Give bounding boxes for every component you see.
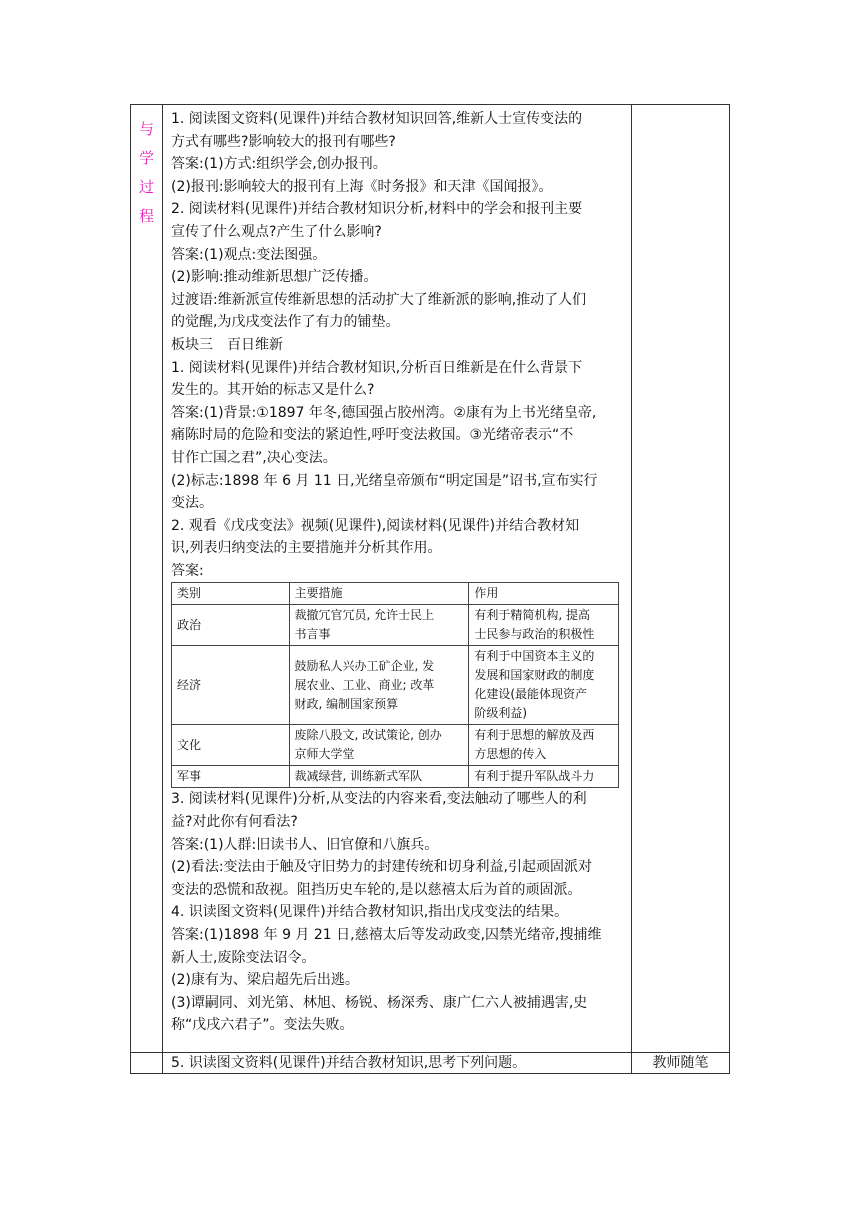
teacher-notes-label: 教师随笔 — [632, 1053, 730, 1074]
header-measure: 主要措施 — [289, 583, 469, 605]
text-line: 方式有哪些?影响较大的报刊有哪些? — [171, 133, 396, 150]
text-line: 答案:(1)方式:组织学会,创办报刊。 — [171, 156, 387, 173]
text-line: 过渡语:维新派宣传维新思想的活动扩大了维新派的影响,推动了人们 — [171, 291, 587, 308]
text-line: 4. 识读图文资料(见课件)并结合教材知识,指出戊戌变法的结果。 — [171, 904, 569, 921]
side-label-char: 程 — [138, 207, 154, 225]
header-effect: 作用 — [469, 583, 619, 605]
next-question: 5. 识读图文资料(见课件)并结合教材知识,思考下列问题。 — [163, 1053, 632, 1074]
cell-line: 有利于精简机构, 提高 — [474, 608, 590, 623]
text-line: 的觉醒,为戊戌变法作了有力的铺垫。 — [171, 314, 400, 331]
content-cell — [163, 105, 632, 1053]
measure-cell — [289, 766, 469, 788]
cell-line: 方思想的传入 — [474, 747, 547, 762]
text-line: 甘作亡国之君”,决心变法。 — [171, 449, 337, 466]
text-line: 答案:(1)人群:旧读书人、旧官僚和八旗兵。 — [171, 836, 439, 853]
process-row — [131, 105, 730, 1053]
text-line: 变法。 — [171, 495, 213, 512]
cell-line: 京师大学堂 — [294, 747, 355, 762]
measures-row-politics — [172, 605, 619, 646]
side-label — [131, 105, 162, 231]
measure-cell — [289, 605, 469, 646]
effect-cell — [469, 605, 619, 646]
measure-cell — [289, 646, 469, 725]
effect-cell — [469, 725, 619, 766]
lesson-plan-table — [130, 104, 730, 1074]
effect-cell — [469, 766, 619, 788]
text-line: 新人士,废除变法诏令。 — [171, 949, 316, 966]
cell-line: 有利于思想的解放及西 — [474, 728, 595, 743]
text-line: 宣传了什么观点?产生了什么影响? — [171, 223, 382, 240]
cell-line: 发展和国家财政的制度 — [474, 668, 595, 683]
cell-line: 裁减绿营, 训练新式军队 — [294, 769, 423, 784]
text-line: 识,列表归纳变法的主要措施并分析其作用。 — [171, 540, 442, 557]
measures-table — [171, 582, 619, 788]
side-empty-cell — [131, 1053, 163, 1074]
text-line: 答案: — [171, 562, 204, 579]
text-line: 痛陈时局的危险和变法的紧迫性,呼吁变法救国。③光绪帝表示“不 — [171, 427, 574, 444]
text-line: 发生的。其开始的标志又是什么? — [171, 382, 375, 399]
cell-line: 有利于中国资本主义的 — [474, 649, 595, 664]
side-label-cell — [131, 105, 163, 1053]
measures-row-military — [172, 766, 619, 788]
cell-line: 裁撤冗官冗员, 允许士民上 — [294, 608, 435, 623]
text-line: (2)影响:推动维新思想广泛传播。 — [171, 269, 378, 286]
measures-header-row — [172, 583, 619, 605]
cell-line: 展农业、工业、商业; 改革 — [294, 677, 435, 692]
text-line: 益?对此你有何看法? — [171, 814, 298, 831]
text-line: 1. 阅读图文资料(见课件)并结合教材知识回答,维新人士宣传变法的 — [171, 111, 583, 127]
cell-line: 书言事 — [294, 627, 331, 642]
cell-line: 阶级利益) — [474, 706, 527, 721]
text-line: 称“戊戌六君子”。变法失败。 — [171, 1017, 354, 1034]
cell-line: 有利于提升军队战斗力 — [474, 769, 595, 784]
category-cell: 经济 — [172, 646, 290, 725]
text-line: (2)看法:变法由于触及守旧势力的封建传统和切身利益,引起顽固派对 — [171, 859, 592, 876]
text-line: 1. 阅读材料(见课件)并结合教材知识,分析百日维新是在什么背景下 — [171, 359, 583, 376]
side-label-char: 与 — [138, 120, 154, 138]
side-label-char: 过 — [138, 178, 154, 196]
text-line: 3. 阅读材料(见课件)分析,从变法的内容来看,变法触动了哪些人的利 — [171, 791, 587, 808]
measures-row-economy — [172, 646, 619, 725]
cell-line: 鼓励私人兴办工矿企业, 发 — [294, 658, 435, 673]
cell-line: 化建设(最能体现资产 — [474, 687, 587, 702]
measure-cell — [289, 725, 469, 766]
text-line: (2)报刊:影响较大的报刊有上海《时务报》和天津《国闻报》。 — [171, 178, 553, 195]
cell-line: 废除八股文, 改试策论, 创办 — [294, 728, 442, 743]
side-label-char: 学 — [138, 149, 154, 167]
text-line: (2)标志:1898 年 6 月 11 日,光绪皇帝颁布“明定国是”诏书,宣布实行 — [171, 472, 598, 489]
text-line: 答案:(1)观点:变法图强。 — [171, 246, 327, 263]
next-row — [131, 1053, 730, 1074]
header-category: 类别 — [172, 583, 290, 605]
notes-cell — [632, 105, 730, 1053]
cell-line: 士民参与政治的积极性 — [474, 627, 595, 642]
section-heading: 板块三 百日维新 — [171, 336, 283, 353]
effect-cell — [469, 646, 619, 725]
text-line: 变法的恐慌和敌视。阻挡历史车轮的,是以慈禧太后为首的顽固派。 — [171, 881, 582, 898]
text-line: 答案:(1)1898 年 9 月 21 日,慈禧太后等发动政变,囚禁光绪帝,搜捕维 — [171, 927, 602, 944]
cell-line: 财政, 编制国家预算 — [294, 696, 399, 711]
text-line: (2)康有为、梁启超先后出逃。 — [171, 972, 359, 989]
category-cell: 政治 — [172, 605, 290, 646]
text-line: 2. 观看《戊戌变法》视频(见课件),阅读材料(见课件)并结合教材知 — [171, 517, 580, 534]
category-cell: 文化 — [172, 725, 290, 766]
category-cell: 军事 — [172, 766, 290, 788]
measures-row-culture — [172, 725, 619, 766]
text-line: (3)谭嗣同、刘光第、林旭、杨锐、杨深秀、康广仁六人被捕遇害,史 — [171, 994, 588, 1011]
text-line: 2. 阅读材料(见课件)并结合教材知识分析,材料中的学会和报刊主要 — [171, 201, 583, 218]
text-line: 答案:(1)背景:①1897 年冬,德国强占胶州湾。②康有为上书光绪皇帝, — [171, 404, 597, 421]
